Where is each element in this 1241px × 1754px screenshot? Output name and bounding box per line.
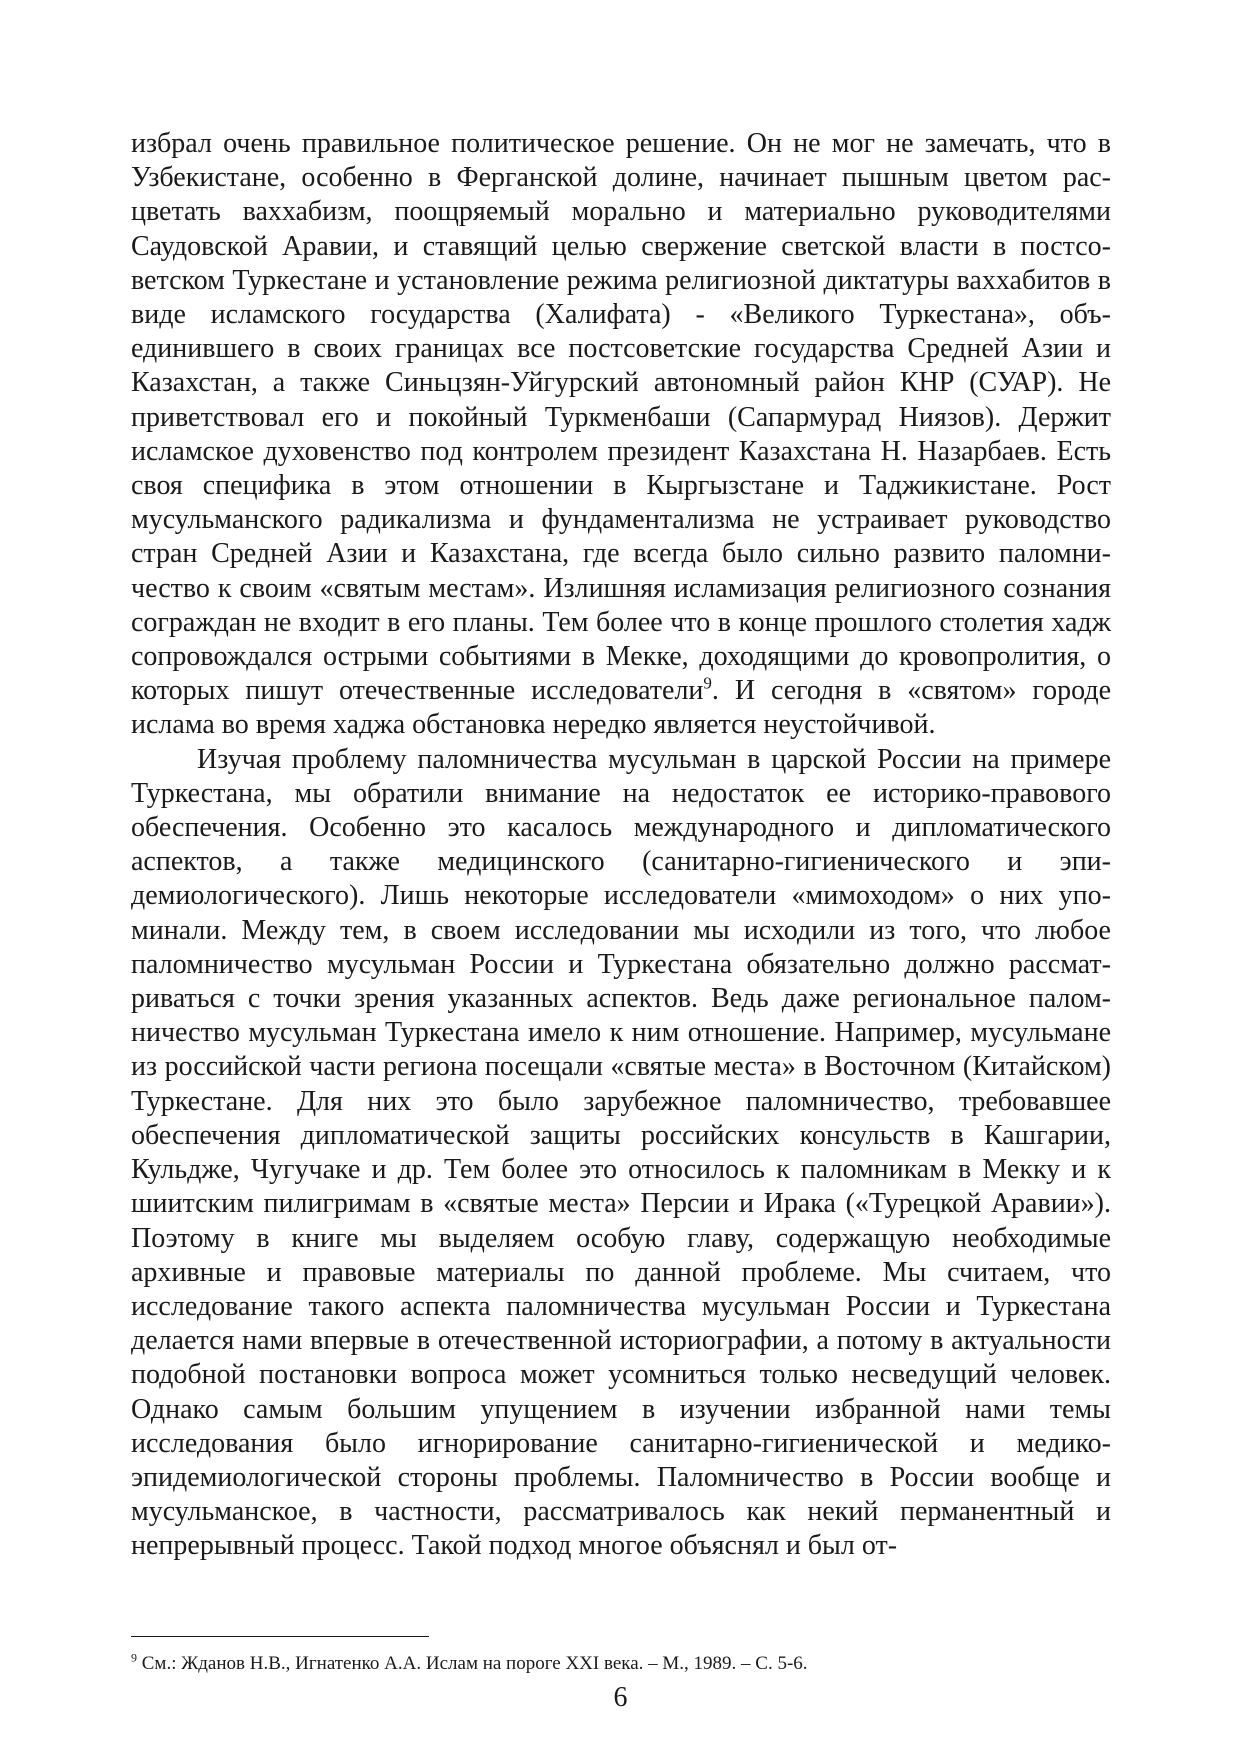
page-number: 6 — [613, 1682, 628, 1713]
footnote-text: См.: Жданов Н.В., Игнатенко А.А. Ислам на пороге XXI века. – М., 1989. – С. 5-6. — [137, 1653, 808, 1674]
paragraph-2: Изучая проблему паломничества мусульман в царской России на примере Туркестана, мы обратили внимание на недостаток ее историко-правового обеспечения. Особенно это касалось международного и дипломатического аспектов, а также медицинского (санитарно-гигиенического и эпидемиологического). Лишь некоторые исследователи «мимоходом» о них упоминали. Между тем, в своем исследовании мы исходили из того, что любое паломничество мусульман России и Туркестана обязательно должно рассматриваться с точки зрения указанных аспектов. Ведь даже региональное паломничество мусульман Туркестана имело к ним отношение. Например, мусульмане из российской части региона посещали «святые места» в Восточном (Китайском) Туркестане. Для них это было зарубежное паломничество, требовавшее обеспечения дипломатической защиты российских консульств в Кашгарии, Кульдже, Чугучаке и др. Тем более это относилось к паломникам в Мекку и к шиитским пилигримам в «святые места» Персии и Ирака («Турецкой Аравии»). Поэтому в книге мы выделяем особую главу, содержащую необходимые архивные и правовые материалы по данной проблеме. Мы считаем, что исследование такого аспекта паломничества мусульман России и Туркестана делается нами впервые в отечественной историографии, а потому в актуальности подобной постановки вопроса может усомниться только несведущий человек. Однако самым большим упущением в изучении избранной нами темы исследования было игнорирование санитарно-гигиенической и медико-эпидемиологической стороны проблемы. Паломничество в России вообще и мусульманское, в частности, рассматривалось как некий перманентный и непрерывный процесс. Такой подход многое объяснял и был от- — [131, 743, 1111, 1562]
paragraph-1-text-a: избрал очень правильное политическое решение. Он не мог не замечать, что в Узбекистане, особенно в Ферганской долине, начинает пышным цветом расцветать ваххабизм, поощряемый морально и материально руководителями Саудовской Аравии, и ставящий целью свержение светской власти в постсоветском Туркестане и установление режима религиозной диктатуры ваххабитов в виде исламского государства (Халифата) - «Великого Туркестана», объединившего в своих границах все постсоветские государства Средней Азии и Казахстан, а также Синьцзян-Уйгурский автономный район КНР (СУАР). Не приветствовал его и покойный Туркменбаши (Сапармурад Ниязов). Держит исламское духовенство под контролем президент Казахстана Н. Назарбаев. Есть своя специфика в этом отношении в Кыргызстане и Таджикистане. Рост мусульманского радикализма и фундаментализма не устраивает руководство стран Средней Азии и Казахстана, где всегда было сильно развито паломничество к своим «святым местам». Излишняя исламизация религиозного сознания сограждан не входит в его планы. Тем более что в конце прошлого столетия хадж сопровождался острыми событиями в Мекке, доходящими до кровопролития, о которых пишут отечественные исследователи — [131, 128, 1111, 707]
page-body — [131, 127, 1111, 1564]
paragraph-1-text-b: . И сегодня в «святом» городе ислама во время хаджа обстановка нередко является неустойчивой. — [131, 675, 1112, 741]
paragraph-1 — [131, 127, 1111, 743]
footnote-separator — [131, 1636, 429, 1637]
main-text — [131, 127, 1111, 1564]
footnote — [131, 1652, 808, 1676]
footnote-number: 9 — [131, 1650, 137, 1665]
footnote-reference[interactable]: 9 — [703, 673, 712, 693]
